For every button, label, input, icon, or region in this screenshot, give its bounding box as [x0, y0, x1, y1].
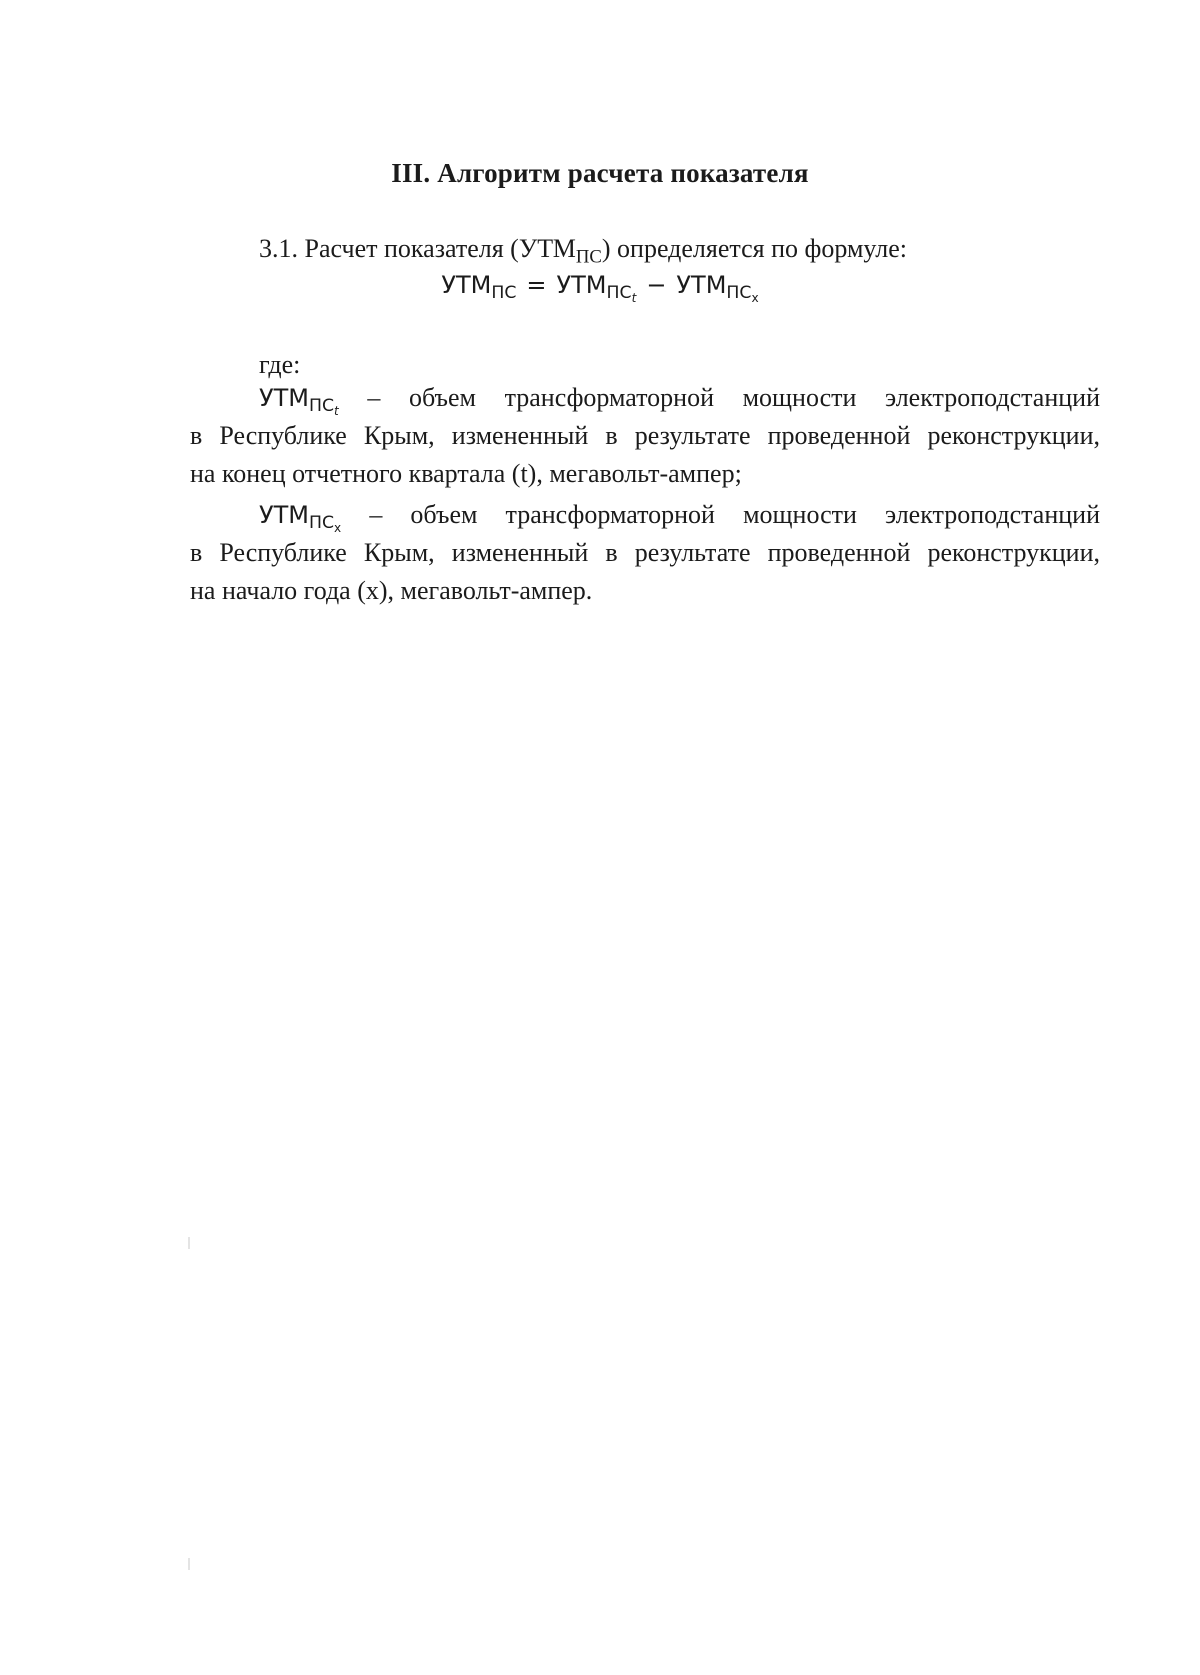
formula-term2 — [676, 271, 759, 306]
formula-minus: − — [646, 271, 667, 299]
definition-symbol-sub: ПС — [309, 396, 335, 417]
definition-line: на конец отчетного квартала (t), мегавольт-ампер; — [190, 459, 742, 488]
formula-term1 — [556, 271, 637, 306]
formula-term2-base: УТМ — [676, 271, 727, 299]
definition-line: на начало года (х), мегавольт-ампер. — [190, 576, 593, 605]
intro-text-before: 3.1. Расчет показателя ( — [259, 234, 519, 263]
definition-symbol — [259, 384, 339, 419]
section-title: III. Алгоритм расчета показателя — [391, 158, 809, 188]
definition-text: – объем трансформаторной мощности электроподстанций — [369, 500, 1100, 529]
where-label: где: — [259, 350, 301, 379]
formula-term2-sub: ПС — [726, 283, 752, 304]
scan-speck — [188, 1237, 190, 1249]
definition-symbol — [259, 501, 342, 536]
intro-symbol-base: УТМ — [518, 234, 576, 263]
definition-symbol-subsub: t — [334, 404, 339, 419]
formula-term2-subsub: x — [751, 291, 759, 306]
scan-speck — [188, 1558, 190, 1570]
formula-term1-base: УТМ — [556, 271, 607, 299]
formula-term1-sub: ПС — [606, 283, 632, 304]
definition-line — [190, 379, 1100, 417]
intro-symbol-sub: ПС — [575, 246, 602, 268]
formula-equals: = — [526, 271, 547, 299]
formula-term2-subscript — [726, 283, 759, 306]
formula-term1-subsub: t — [631, 291, 637, 306]
definition-symbol-base: УТМ — [259, 501, 309, 529]
formula — [0, 271, 1200, 306]
definition-symbol-subscript — [309, 513, 342, 536]
definition-line: в Республике Крым, измененный в результате проведенной реконструкции, — [190, 421, 1100, 450]
formula-lhs-base: УТМ — [441, 271, 492, 299]
definition-symbol-base: УТМ — [259, 384, 309, 412]
definition-line: в Республике Крым, измененный в результате проведенной реконструкции, — [190, 538, 1100, 567]
definition-symbol-subsub: x — [334, 521, 342, 536]
formula-lhs — [441, 271, 517, 304]
definition-line — [190, 496, 1100, 534]
definition-item — [190, 496, 1100, 610]
formula-term1-subscript — [606, 283, 637, 306]
definition-symbol-subscript — [309, 396, 339, 419]
definition-symbol-sub: ПС — [309, 513, 335, 534]
intro-text-after: ) определяется по формуле: — [601, 234, 907, 263]
definition-text: – объем трансформаторной мощности электроподстанций — [367, 383, 1101, 412]
intro-symbol — [518, 234, 602, 268]
formula-lhs-sub: ПС — [491, 283, 517, 304]
intro-paragraph — [259, 234, 907, 268]
definition-item — [190, 379, 1100, 493]
